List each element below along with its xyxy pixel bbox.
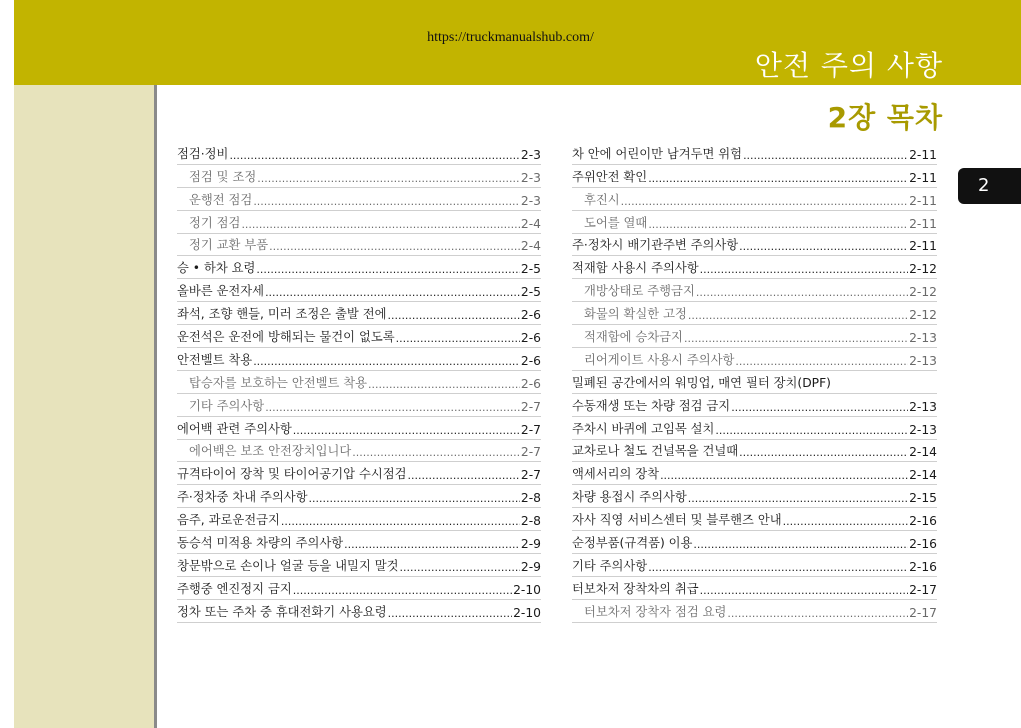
chapter-tab: 2 — [958, 168, 1021, 204]
toc-page-number: 2-6 — [520, 331, 541, 346]
toc-entry-label: 동승석 미적용 차량의 주의사항 — [177, 536, 344, 551]
toc-leader-dots — [253, 195, 520, 210]
toc-entry[interactable] — [572, 256, 937, 279]
toc-page-number: 2-7 — [520, 445, 541, 460]
toc-leader-dots — [688, 309, 908, 324]
toc-entry-label: 적재함에 승차금지 — [584, 330, 683, 345]
toc-entry[interactable] — [572, 165, 937, 188]
toc-entry[interactable] — [177, 485, 541, 508]
toc-leader-dots — [388, 607, 512, 622]
toc-entry[interactable] — [177, 142, 541, 165]
toc-entry-label: 터보차저 장착자 점검 요령 — [584, 604, 727, 619]
toc-entry-label: 밀폐된 공간에서의 워밍업, 매연 필터 장치(DPF) — [572, 375, 831, 390]
toc-leader-dots — [241, 218, 519, 233]
toc-leader-dots — [660, 469, 908, 484]
toc-page-number: 2-13 — [909, 422, 937, 437]
toc-subentry[interactable] — [572, 188, 937, 211]
toc-entry-label: 후진시 — [584, 192, 620, 207]
toc-leader-dots — [684, 332, 908, 347]
toc-page-number: 2-17 — [909, 582, 937, 597]
toc-entry[interactable] — [177, 348, 541, 371]
toc-entry-label: 차량 용접시 주의사항 — [572, 490, 687, 505]
toc-entry-label: 점검·정비 — [177, 146, 229, 161]
section-title: 안전 주의 사항 — [754, 49, 943, 82]
toc-page-number: 2-6 — [520, 353, 541, 368]
toc-entry-label: 정기 점검 — [189, 215, 241, 230]
toc-entry[interactable] — [177, 554, 541, 577]
toc-leader-dots — [648, 218, 908, 233]
toc-entry[interactable] — [572, 485, 937, 508]
toc-entry-label: 개방상태로 주행금지 — [584, 284, 695, 299]
toc-leader-dots — [648, 172, 908, 187]
toc-entry-label: 기타 주의사항 — [572, 558, 648, 573]
toc-subentry[interactable] — [572, 348, 937, 371]
toc-entry[interactable] — [177, 531, 541, 554]
toc-leader-dots — [253, 355, 520, 370]
toc-page-number: 2-16 — [909, 537, 937, 552]
toc-page-number: 2-11 — [909, 239, 937, 254]
toc-entry[interactable] — [177, 508, 541, 531]
toc-page-number: 2-3 — [520, 193, 541, 208]
toc-entry[interactable] — [177, 325, 541, 348]
toc-entry-label: 승 • 하차 요령 — [177, 261, 256, 276]
toc-entry[interactable] — [572, 554, 937, 577]
toc-entry[interactable] — [572, 394, 937, 417]
toc-page-number: 2-16 — [909, 514, 937, 529]
toc-entry-label: 창문밖으로 손이나 얼굴 등을 내밀지 말것 — [177, 558, 399, 573]
side-strip — [14, 85, 154, 728]
toc-entry[interactable] — [572, 508, 937, 531]
toc-entry-label: 주위안전 확인 — [572, 169, 648, 184]
toc-subentry[interactable] — [177, 165, 541, 188]
toc-subentry[interactable] — [572, 302, 937, 325]
toc-entry-label: 기타 주의사항 — [189, 398, 265, 413]
toc-entry-label: 좌석, 조향 핸들, 미러 조정은 출발 전에 — [177, 307, 387, 322]
toc-subentry[interactable] — [177, 211, 541, 234]
toc-leader-dots — [648, 561, 908, 576]
toc-leader-dots — [387, 309, 519, 324]
toc-entry-label: 점검 및 조정 — [189, 169, 257, 184]
toc-entry-label: 적재함 사용시 주의사항 — [572, 261, 699, 276]
toc-entry[interactable] — [572, 462, 937, 485]
toc-page-number: 2-3 — [520, 147, 541, 162]
toc-left-column — [177, 142, 541, 623]
toc-leader-dots — [688, 492, 908, 507]
toc-leader-dots — [700, 263, 908, 278]
toc-page-number: 2-10 — [513, 582, 541, 597]
toc-leader-dots — [396, 332, 520, 347]
toc-page-number: 2-11 — [909, 193, 937, 208]
toc-entry-label: 차 안에 어린이만 남겨두면 위험 — [572, 146, 743, 161]
toc-page-number: 2-5 — [520, 262, 541, 277]
toc-entry-label: 정기 교환 부품 — [189, 238, 269, 253]
toc-entry[interactable] — [177, 462, 541, 485]
toc-leader-dots — [256, 263, 520, 278]
toc-page-number: 2-8 — [520, 514, 541, 529]
toc-entry[interactable] — [572, 371, 937, 394]
toc-entry-label: 자사 직영 서비스센터 및 블루핸즈 안내 — [572, 513, 782, 528]
toc-entry-label: 도어를 열때 — [584, 215, 648, 230]
toc-page-number: 2-6 — [520, 308, 541, 323]
toc-entry-label: 에어백은 보조 안전장치입니다 — [189, 444, 352, 459]
toc-leader-dots — [407, 469, 519, 484]
toc-leader-dots — [309, 492, 520, 507]
toc-entry[interactable] — [177, 256, 541, 279]
toc-leader-dots — [715, 424, 908, 439]
toc-subentry[interactable] — [177, 440, 541, 463]
toc-page-number: 2-11 — [909, 147, 937, 162]
toc-entry-label: 안전벨트 착용 — [177, 352, 253, 367]
toc-page-number: 2-13 — [909, 331, 937, 346]
toc-leader-dots — [621, 195, 908, 210]
toc-leader-dots — [727, 607, 908, 622]
toc-leader-dots — [739, 446, 908, 461]
toc-leader-dots — [700, 584, 908, 599]
toc-subentry[interactable] — [177, 188, 541, 211]
toc-leader-dots — [731, 401, 908, 416]
toc-leader-dots — [269, 240, 520, 255]
toc-subentry[interactable] — [572, 600, 937, 623]
toc-page-number: 2-12 — [909, 262, 937, 277]
toc-entry-label: 주·정차시 배기관주변 주의사항 — [572, 238, 739, 253]
toc-subentry[interactable] — [177, 394, 541, 417]
toc-page-number: 2-9 — [520, 537, 541, 552]
toc-entry-label: 운전석은 운전에 방해되는 물건이 없도록 — [177, 330, 395, 345]
toc-leader-dots — [265, 401, 520, 416]
toc-page-number: 2-10 — [513, 605, 541, 620]
toc-entry-label: 탑승자를 보호하는 안전벨트 착용 — [189, 375, 368, 390]
toc-entry-label: 수동재생 또는 차량 점검 금지 — [572, 398, 731, 413]
toc-entry[interactable] — [177, 417, 541, 440]
toc-entry-label: 규격타이어 장착 및 타이어공기압 수시점검 — [177, 467, 407, 482]
toc-leader-dots — [293, 584, 512, 599]
toc-page-number: 2-13 — [909, 399, 937, 414]
toc-entry-label: 주차시 바퀴에 고임목 설치 — [572, 421, 715, 436]
toc-page-number: 2-15 — [909, 491, 937, 506]
toc-page-number: 2-16 — [909, 559, 937, 574]
side-divider — [154, 85, 157, 728]
source-url[interactable]: https://truckmanualshub.com/ — [427, 30, 594, 45]
toc-page-number: 2-7 — [520, 468, 541, 483]
chapter-title: 2장 목차 — [827, 101, 943, 134]
toc-entry-label: 주·정차중 차내 주의사항 — [177, 490, 308, 505]
toc-page-number: 2-9 — [520, 559, 541, 574]
toc-page-number: 2-6 — [520, 376, 541, 391]
toc-leader-dots — [693, 538, 908, 553]
toc-entry-label: 주행중 엔진정지 금지 — [177, 581, 292, 596]
toc-subentry[interactable] — [572, 211, 937, 234]
toc-entry[interactable] — [572, 440, 937, 463]
toc-entry-label: 액세서리의 장착 — [572, 467, 660, 482]
toc-subentry[interactable] — [177, 371, 541, 394]
toc-entry-label: 교차로나 철도 건널목을 건널때 — [572, 444, 739, 459]
toc-entry-label: 화물의 확실한 고정 — [584, 307, 687, 322]
toc-page-number: 2-8 — [520, 491, 541, 506]
toc-entry[interactable] — [572, 234, 937, 257]
toc-leader-dots — [783, 515, 908, 530]
toc-leader-dots — [399, 561, 519, 576]
toc-page-number: 2-17 — [909, 605, 937, 620]
toc-page-number: 2-11 — [909, 216, 937, 231]
toc-subentry[interactable] — [177, 234, 541, 257]
toc-leader-dots — [229, 149, 519, 164]
toc-page-number: 2-11 — [909, 170, 937, 185]
toc-entry[interactable] — [177, 577, 541, 600]
toc-subentry[interactable] — [572, 279, 937, 302]
toc-entry[interactable] — [177, 279, 541, 302]
toc-subentry[interactable] — [572, 325, 937, 348]
toc-entry[interactable] — [572, 531, 937, 554]
toc-leader-dots — [368, 378, 520, 393]
toc-entry[interactable] — [572, 577, 937, 600]
toc-page-number: 2-4 — [520, 239, 541, 254]
toc-page-number: 2-5 — [520, 285, 541, 300]
toc-page-number: 2-7 — [520, 399, 541, 414]
toc-page-number: 2-12 — [909, 308, 937, 323]
toc-right-column — [572, 142, 937, 623]
toc-page-number: 2-3 — [520, 170, 541, 185]
toc-entry-label: 올바른 운전자세 — [177, 284, 265, 299]
toc-page-number: 2-7 — [520, 422, 541, 437]
toc-entry[interactable] — [572, 142, 937, 165]
toc-entry-label: 터보차저 장착차의 취급 — [572, 581, 699, 596]
toc-leader-dots — [696, 286, 908, 301]
toc-entry-label: 운행전 점검 — [189, 192, 253, 207]
toc-entry-label: 음주, 과로운전금지 — [177, 513, 280, 528]
toc-leader-dots — [739, 240, 908, 255]
toc-entry[interactable] — [572, 417, 937, 440]
toc-leader-dots — [743, 149, 908, 164]
toc-page-number: 2-14 — [909, 468, 937, 483]
toc-entry-label: 순정부품(규격품) 이용 — [572, 536, 693, 551]
toc-leader-dots — [293, 424, 520, 439]
toc-leader-dots — [344, 538, 520, 553]
toc-leader-dots — [265, 286, 520, 301]
toc-page-number: 2-12 — [909, 285, 937, 300]
toc-entry-label: 에어백 관련 주의사항 — [177, 421, 292, 436]
toc-page-number: 2-4 — [520, 216, 541, 231]
toc-page-number: 2-13 — [909, 353, 937, 368]
toc-entry-label: 리어게이트 사용시 주의사항 — [584, 352, 735, 367]
toc-entry-label: 정차 또는 주차 중 휴대전화기 사용요령 — [177, 604, 387, 619]
toc-entry[interactable] — [177, 600, 541, 623]
toc-leader-dots — [735, 355, 908, 370]
toc-entry[interactable] — [177, 302, 541, 325]
toc-leader-dots — [257, 172, 520, 187]
toc-leader-dots — [281, 515, 520, 530]
toc-page-number: 2-14 — [909, 445, 937, 460]
toc-leader-dots — [352, 446, 520, 461]
